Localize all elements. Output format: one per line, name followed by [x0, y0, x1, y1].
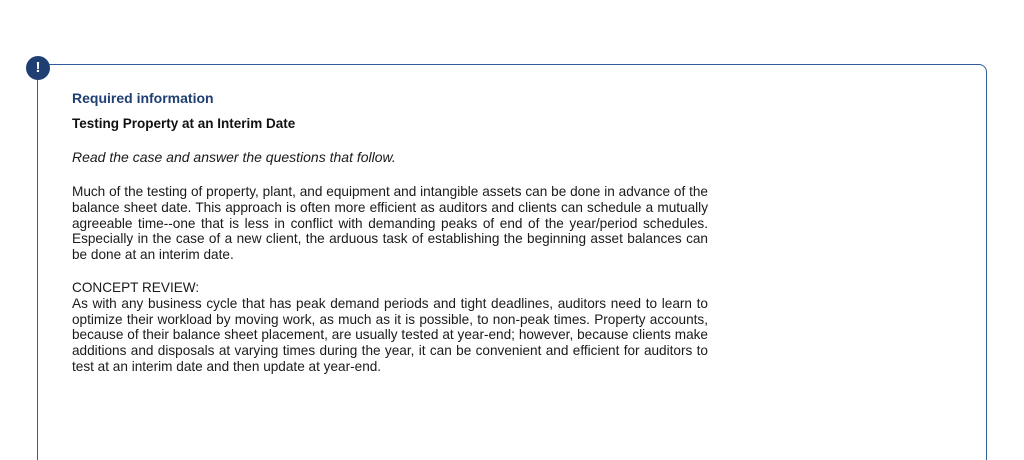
case-title: Testing Property at an Interim Date: [72, 116, 296, 131]
required-information-heading: Required information: [72, 90, 214, 106]
exclamation-icon: !: [26, 56, 50, 80]
concept-review-paragraph: As with any business cycle that has peak demand periods and tight deadlines, auditors need to learn to optimize their workload by moving work, as much as it is possible, to non-peak times. Property accounts, because of their balance sheet placement, are usually tested at year-end; however, because clients make additions and disposals at varying times during the year, it can be convenient and efficient for auditors to test at an interim date and then update at year-end.: [72, 295, 708, 374]
concept-review-label: CONCEPT REVIEW:: [72, 279, 200, 295]
instructions-text: Read the case and answer the questions that follow.: [72, 149, 396, 165]
card-content: [72, 90, 708, 392]
case-paragraph: Much of the testing of property, plant, and equipment and intangible assets can be done in advance of the balance sheet date. This approach is often more efficient as auditors and clients can schedule a mutually agreeable time--one that is less in conflict with demanding peaks of end of the year/period schedules. Especially in the case of a new client, the arduous task of establishing the beginning asset balances can be done at an interim date.: [72, 184, 708, 263]
